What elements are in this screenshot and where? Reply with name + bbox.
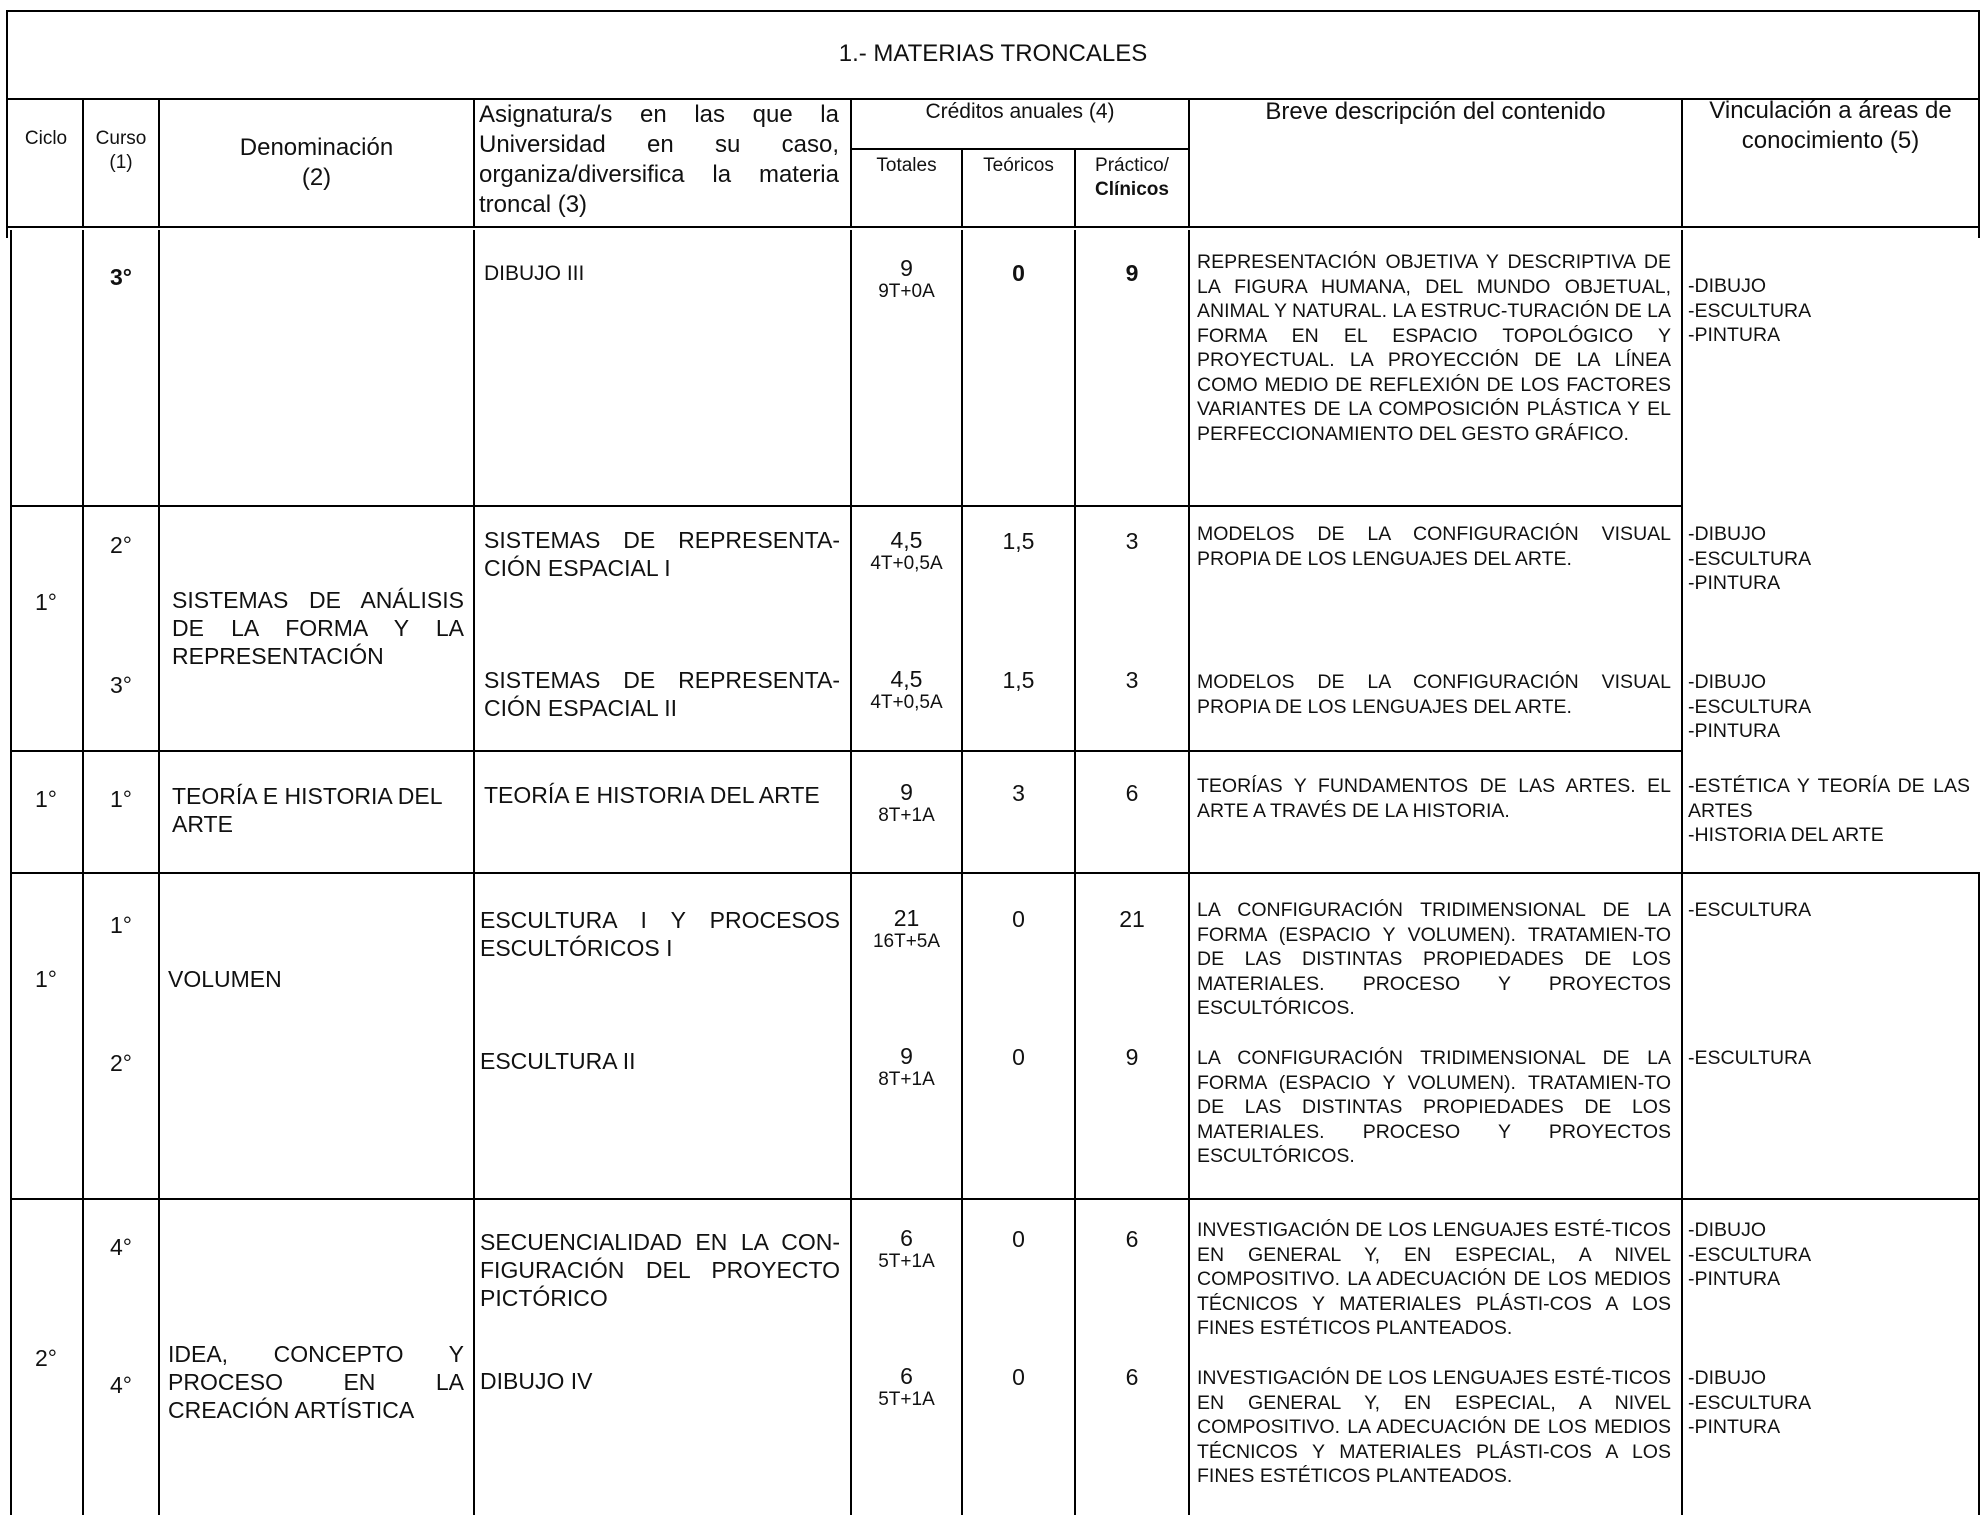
teoricos-cell: 1,5 bbox=[1002, 667, 1035, 693]
area-item: -DIBUJO bbox=[1688, 1219, 1766, 1241]
teoricos-cell: 0 bbox=[1012, 1226, 1025, 1252]
teoricos-cell: 0 bbox=[1012, 906, 1025, 932]
header-totales: Totales bbox=[876, 155, 937, 176]
area-item: -DIBUJO bbox=[1688, 275, 1766, 297]
practicos-cell: 9 bbox=[1125, 1044, 1139, 1070]
area-item: -PINTURA bbox=[1688, 720, 1781, 742]
header-vinculacion: Vinculación a áreas de conocimiento (5) bbox=[1709, 97, 1952, 154]
practicos-cell: 21 bbox=[1119, 906, 1145, 932]
asignatura-cell: SECUENCIALIDAD EN LA CON-FIGURACIÓN DEL PROYECTO PICTÓRICO bbox=[480, 1229, 840, 1311]
totales-cell bbox=[852, 1044, 961, 1091]
curso-cell: 1° bbox=[110, 786, 132, 812]
totales-cell bbox=[852, 1226, 961, 1273]
practicos-cell: 9 bbox=[1125, 260, 1139, 286]
curso-cell: 3° bbox=[110, 264, 132, 290]
teoricos-cell: 1,5 bbox=[1002, 528, 1035, 554]
practicos-cell: 3 bbox=[1125, 528, 1139, 554]
total-breakdown: 5T+1A bbox=[878, 1389, 935, 1410]
area-item: -ESCULTURA bbox=[1688, 695, 1812, 718]
totales-cell bbox=[852, 906, 961, 953]
area-item: -ESCULTURA bbox=[1688, 1391, 1812, 1414]
teoricos-cell: 0 bbox=[1012, 1044, 1025, 1070]
ciclo-cell: 1° bbox=[35, 966, 57, 992]
practicos-cell: 3 bbox=[1125, 667, 1139, 693]
denominacion-cell: SISTEMAS DE ANÁLISIS DE LA FORMA Y LA REPRESENTACIÓN bbox=[172, 587, 464, 669]
descripcion-cell: INVESTIGACIÓN DE LOS LENGUAJES ESTÉ-TICOS EN GENERAL Y, EN ESPECIAL, A NIVEL COMPOSITIVO. LA ADECUACIÓN DE LOS MEDIOS TÉCNICOS Y MATERIALES PLÁSTI-COS A LOS FINES ESTÉTICOS PLANTEADOS. bbox=[1197, 1367, 1671, 1487]
header-denominacion-note: (2) bbox=[301, 164, 332, 191]
descripcion-cell: INVESTIGACIÓN DE LOS LENGUAJES ESTÉ-TICOS EN GENERAL Y, EN ESPECIAL, A NIVEL COMPOSITIVO. LA ADECUACIÓN DE LOS MEDIOS TÉCNICOS Y MATERIALES PLÁSTI-COS A LOS FINES ESTÉTICOS PLANTEADOS. bbox=[1197, 1219, 1671, 1339]
area-item: -PINTURA bbox=[1688, 1416, 1781, 1438]
descripcion-cell: MODELOS DE LA CONFIGURACIÓN VISUAL PROPIA DE LOS LENGUAJES DEL ARTE. bbox=[1197, 671, 1671, 718]
asignatura-cell: SISTEMAS DE REPRESENTA-CIÓN ESPACIAL I bbox=[484, 527, 840, 581]
descripcion-cell: LA CONFIGURACIÓN TRIDIMENSIONAL DE LA FORMA (ESPACIO Y VOLUMEN). TRATAMIEN-TO DE LAS DISTINTAS PROPIEDADES DE LOS MATERIALES. PROCESO Y PROYECTOS ESCULTÓRICOS. bbox=[1197, 899, 1671, 1019]
area-item: -HISTORIA DEL ARTE bbox=[1688, 824, 1884, 846]
denominacion-cell: IDEA, CONCEPTO Y PROCESO EN LA CREACIÓN ARTÍSTICA bbox=[168, 1341, 464, 1423]
areas-cell bbox=[1688, 1366, 1811, 1440]
areas-cell bbox=[1688, 1046, 1811, 1071]
header-practicos: Práctico/ bbox=[1095, 155, 1169, 176]
area-item: -DIBUJO bbox=[1688, 523, 1766, 545]
total-value: 6 bbox=[900, 1225, 913, 1251]
total-value: 4,5 bbox=[890, 666, 923, 692]
area-item: -PINTURA bbox=[1688, 572, 1781, 594]
area-item: -ESCULTURA bbox=[1688, 547, 1812, 570]
ciclo-cell: 1° bbox=[35, 786, 57, 812]
area-item: -ESCULTURA bbox=[1688, 1047, 1812, 1069]
areas-cell bbox=[1688, 898, 1811, 923]
header-teoricos: Teóricos bbox=[983, 155, 1054, 176]
header-descripcion: Breve descripción del contenido bbox=[1265, 98, 1606, 125]
denominacion-cell: TEORÍA E HISTORIA DEL ARTE bbox=[172, 783, 442, 837]
total-value: 21 bbox=[893, 905, 920, 931]
area-item: -DIBUJO bbox=[1688, 671, 1766, 693]
total-breakdown: 8T+1A bbox=[878, 1069, 935, 1090]
asignatura-cell: DIBUJO IV bbox=[480, 1368, 593, 1394]
ciclo-cell: 2° bbox=[35, 1345, 57, 1371]
header-curso: Curso bbox=[95, 128, 147, 149]
totales-cell bbox=[852, 667, 961, 714]
teoricos-cell: 0 bbox=[1012, 260, 1025, 286]
practicos-cell: 6 bbox=[1125, 780, 1139, 806]
area-item: -ESCULTURA bbox=[1688, 899, 1812, 921]
descripcion-cell: REPRESENTACIÓN OBJETIVA Y DESCRIPTIVA DE LA FIGURA HUMANA, DEL MUNDO OBJETUAL, ANIMAL Y NATURAL. LA ESTRUC-TURACIÓN DE LA FORMA EN EL ESPACIO TOPOLÓGICO Y PROYECTUAL. LA PROYECCIÓN DE LA LÍNEA COMO MEDIO DE REFLEXIÓN DE LOS FACTORES VARIANTES DE LA COMPOSICIÓN PLÁSTICA Y EL PERFECCIONAMIENTO DEL GESTO GRÁFICO. bbox=[1197, 251, 1671, 445]
asignatura-cell: SISTEMAS DE REPRESENTA-CIÓN ESPACIAL II bbox=[484, 667, 840, 721]
table-title: 1.- MATERIAS TRONCALES bbox=[838, 40, 1148, 67]
denominacion-cell: VOLUMEN bbox=[168, 966, 282, 992]
teoricos-cell: 0 bbox=[1012, 1364, 1025, 1390]
area-item: -ESCULTURA bbox=[1688, 299, 1812, 322]
totales-cell bbox=[852, 1364, 961, 1411]
curso-cell: 1° bbox=[110, 912, 132, 938]
header-ciclo: Ciclo bbox=[24, 128, 68, 149]
areas-cell bbox=[1688, 1218, 1811, 1292]
area-item: -DIBUJO bbox=[1688, 1367, 1766, 1389]
asignatura-cell: DIBUJO III bbox=[484, 262, 585, 285]
header-denominacion: Denominación bbox=[239, 134, 394, 161]
curso-cell: 2° bbox=[110, 1050, 132, 1076]
header-asignaturas: Asignatura/s en las que la Universidad en su caso, organiza/diversifica la materia troncal (3) bbox=[479, 101, 839, 218]
header-clinicos: Clínicos bbox=[1095, 179, 1169, 200]
asignatura-cell: TEORÍA E HISTORIA DEL ARTE bbox=[484, 782, 820, 808]
total-breakdown: 4T+0,5A bbox=[870, 553, 943, 574]
descripcion-cell: LA CONFIGURACIÓN TRIDIMENSIONAL DE LA FORMA (ESPACIO Y VOLUMEN). TRATAMIEN-TO DE LAS DISTINTAS PROPIEDADES DE LOS MATERIALES. PROCESO Y PROYECTOS ESCULTÓRICOS. bbox=[1197, 1047, 1671, 1167]
teoricos-cell: 3 bbox=[1012, 780, 1025, 806]
descripcion-cell: MODELOS DE LA CONFIGURACIÓN VISUAL PROPIA DE LOS LENGUAJES DEL ARTE. bbox=[1197, 523, 1671, 570]
area-item: -ESTÉTICA Y TEORÍA DE LAS ARTES bbox=[1688, 775, 1970, 822]
practicos-cell: 6 bbox=[1125, 1226, 1139, 1252]
asignatura-cell: ESCULTURA I Y PROCESOS ESCULTÓRICOS I bbox=[480, 907, 840, 961]
totales-cell bbox=[852, 780, 961, 827]
total-breakdown: 16T+5A bbox=[872, 931, 941, 952]
totales-cell bbox=[852, 256, 961, 303]
curso-cell: 2° bbox=[110, 532, 132, 558]
areas-cell bbox=[1688, 774, 1970, 848]
practicos-cell: 6 bbox=[1125, 1364, 1139, 1390]
curso-cell: 3° bbox=[110, 672, 132, 698]
area-item: -PINTURA bbox=[1688, 324, 1781, 346]
header-creditos: Créditos anuales (4) bbox=[925, 100, 1115, 123]
totales-cell bbox=[852, 528, 961, 575]
total-breakdown: 8T+1A bbox=[878, 805, 935, 826]
total-value: 4,5 bbox=[890, 527, 923, 553]
total-value: 9 bbox=[900, 779, 913, 805]
asignatura-cell: ESCULTURA II bbox=[480, 1048, 636, 1074]
ciclo-cell: 1° bbox=[35, 589, 57, 615]
areas-cell bbox=[1688, 274, 1811, 348]
total-breakdown: 5T+1A bbox=[878, 1251, 935, 1272]
total-breakdown: 4T+0,5A bbox=[870, 692, 943, 713]
total-value: 9 bbox=[900, 255, 913, 281]
descripcion-cell: TEORÍAS Y FUNDAMENTOS DE LAS ARTES. EL ARTE A TRAVÉS DE LA HISTORIA. bbox=[1197, 775, 1671, 822]
area-item: -PINTURA bbox=[1688, 1268, 1781, 1290]
curso-cell: 4° bbox=[110, 1372, 132, 1398]
areas-cell bbox=[1688, 670, 1811, 744]
total-value: 9 bbox=[900, 1043, 913, 1069]
curso-cell: 4° bbox=[110, 1234, 132, 1260]
areas-cell bbox=[1688, 522, 1811, 596]
total-value: 6 bbox=[900, 1363, 913, 1389]
header-curso-note: (1) bbox=[109, 152, 133, 173]
area-item: -ESCULTURA bbox=[1688, 1243, 1812, 1266]
total-breakdown: 9T+0A bbox=[878, 281, 935, 302]
